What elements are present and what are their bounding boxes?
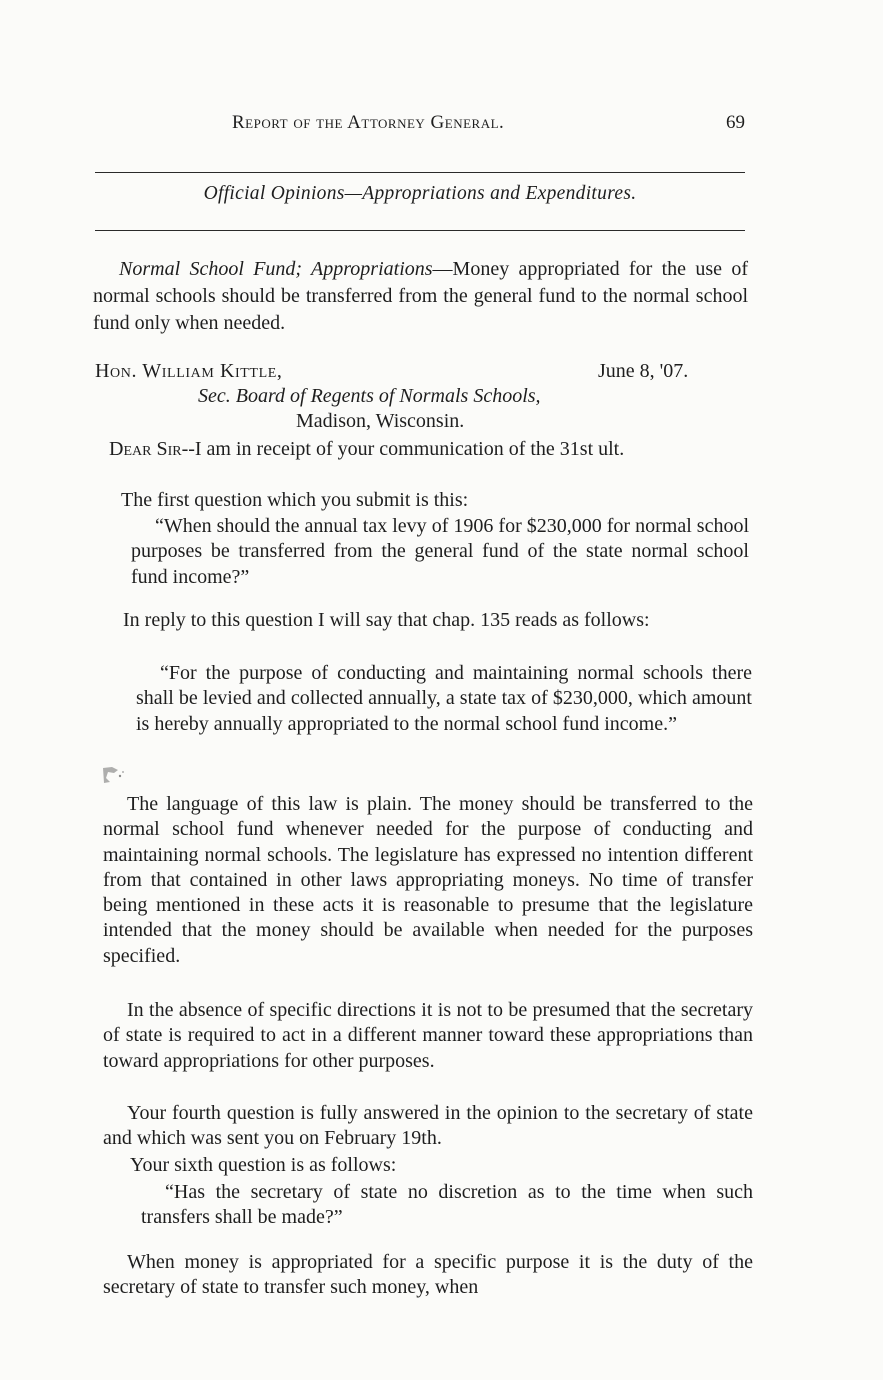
addressee-name: Hon. William Kittle, bbox=[95, 360, 283, 382]
addressee-title: Sec. Board of Regents of Normals Schools, bbox=[198, 385, 541, 407]
quoted-question-1: “When should the annual tax levy of 1906 for $230,000 for normal school purposes be transferred from the general fund of the state normal school fund income?” bbox=[131, 515, 749, 588]
analysis-paragraph: The language of this law is plain. The money should be transferred to the normal school fund whenever needed for the purpose of conducting and maintaining normal schools. The legislature has expressed no intention different from that contained in other laws appropriating moneys. No time of transfer being mentioned in these acts it is reasonable to presume that the legislature intended that the money should be available when needed for the purposes specified. bbox=[103, 793, 753, 967]
salutation: Dear Sir bbox=[109, 438, 182, 460]
header-rule-top bbox=[95, 172, 745, 173]
section-subhead: Official Opinions—Appropriations and Expenditures. bbox=[203, 183, 637, 204]
running-title: Report of the Attorney General. bbox=[232, 112, 505, 133]
ink-smudge-mark bbox=[100, 764, 126, 786]
closing-paragraph: When money is appropriated for a specific purpose it is the duty of the secretary of state to transfer such money, when bbox=[103, 1251, 753, 1299]
quoted-question-3: “Has the secretary of state no discretion as to the time when such transfers shall be made?” bbox=[141, 1181, 753, 1229]
syllabus-lead: Normal School Fund; Appropriations bbox=[119, 258, 433, 280]
statute-quote: “For the purpose of conducting and maintaining normal schools there shall be levied and collected annually, a state tax of $230,000, which amount is hereby annually appropriated to the normal school fund income.” bbox=[136, 662, 752, 735]
header-rule-bottom bbox=[95, 230, 745, 231]
absence-paragraph: In the absence of specific directions it is not to be presumed that the secretary of state is required to act in a different manner toward these appropriations than toward appropriations for other purposes. bbox=[103, 999, 753, 1072]
addressee-location: Madison, Wisconsin. bbox=[296, 410, 465, 432]
opening-text: --I am in receipt of your communication of the 31st ult. bbox=[181, 438, 625, 460]
syllabus-text: —Money appropriated for the use of normal schools should be transferred from the general fund to the normal school fund only when needed. bbox=[93, 258, 748, 334]
page-number: 69 bbox=[726, 112, 745, 133]
sixth-question-intro: Your sixth question is as follows: bbox=[130, 1154, 397, 1176]
letter-date: June 8, '07. bbox=[598, 360, 689, 382]
question-intro: The first question which you submit is this: bbox=[121, 489, 469, 511]
fourth-question-paragraph: Your fourth question is fully answered in the opinion to the secretary of state and which was sent you on February 19th. bbox=[103, 1102, 753, 1150]
reply-paragraph: In reply to this question I will say that chap. 135 reads as follows: bbox=[123, 609, 650, 631]
opening-paragraph bbox=[85, 437, 748, 462]
syllabus-paragraph bbox=[93, 256, 748, 337]
